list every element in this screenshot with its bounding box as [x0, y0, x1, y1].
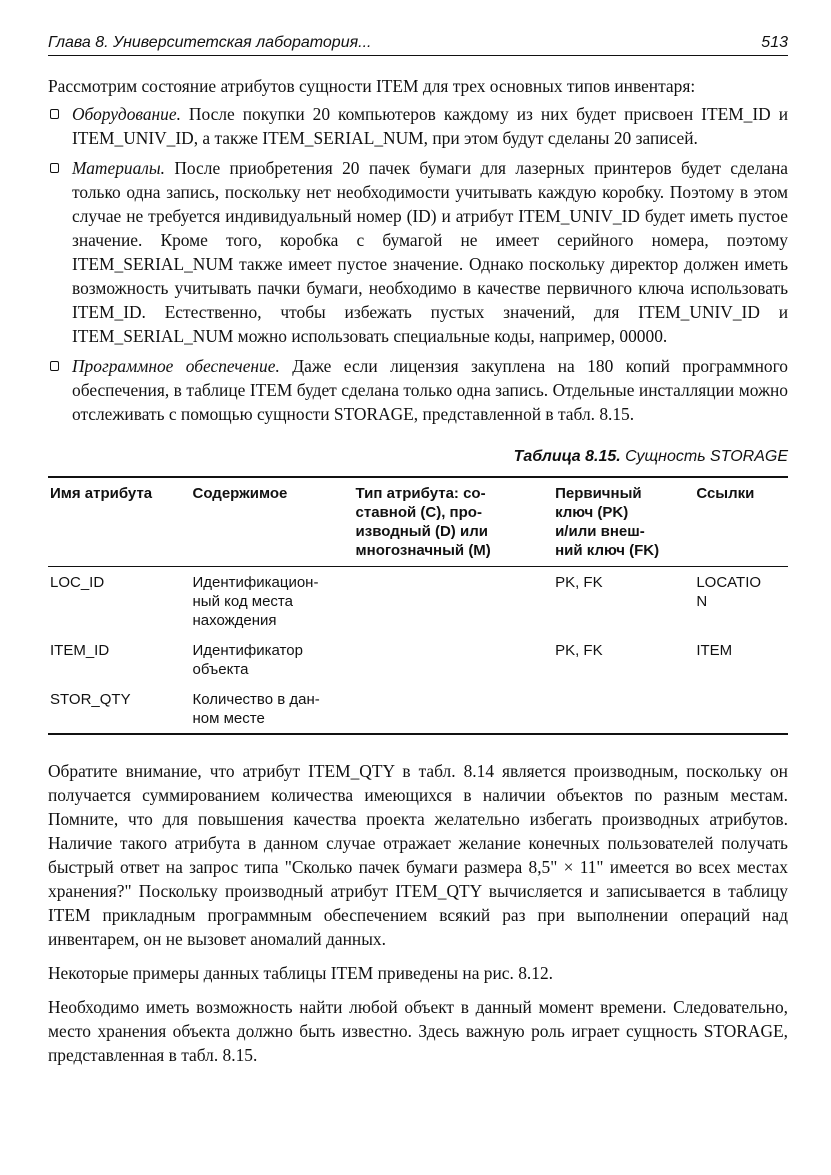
cell-key: PK, FK — [555, 574, 603, 591]
cell-reference: ITEM — [696, 642, 733, 659]
cell-content: Идентификацион- ный код места нахождения — [192, 574, 319, 629]
bullet-term: Оборудование. — [72, 104, 181, 124]
body-paragraph: Необходимо иметь возможность найти любой объект в данный момент времени. Следовательно, место хранения объекта должно быть известно. Здесь важную роль играет сущность STORAGE, представленная в табл. 8.15. — [48, 997, 788, 1065]
page-number: 513 — [761, 34, 788, 51]
column-header-attribute-name: Имя атрибута — [48, 477, 189, 567]
chapter-title: Глава 8. Университетская лаборатория... — [48, 34, 372, 51]
cell-attribute-name: ITEM_ID — [50, 642, 110, 659]
column-header-key: Первичный ключ (PK) и/или внеш- ний ключ (FK) — [551, 477, 692, 567]
body-paragraph: Обратите внимание, что атрибут ITEM_QTY в табл. 8.14 является производным, поскольку он получается суммированием количества имеющихся в наличии объектов по разным местам. Помните, что для повышения качества проекта желательно избегать производных атрибутов. Наличие такого атрибута в данном случае отражает желание конечных пользователей получать быстрый ответ на запрос типа "Сколько пачек бумаги размера 8,5" × 11" имеется во всех местах хранения?" Поскольку производный атрибут ITEM_QTY вычисляется и записывается в таблицу ITEM прикладным программным обеспечением всякий раз при выполнении операций над инвентарем, он не вызовет аномалий данных. — [48, 761, 788, 949]
bullet-term: Программное обеспечение. — [72, 356, 280, 376]
column-header-content: Содержимое — [189, 477, 352, 567]
cell-reference — [692, 684, 788, 734]
bullet-text: После приобретения 20 пачек бумаги для лазерных принтеров будет сделана только одна запись, поскольку нет необходимости учитывать каждую коробку. Поэтому в этом случае не требуется индивидуальный номер (ID) и атрибут ITEM_UNIV_ID будет иметь пустое значение. Кроме того, коробка с бумагой не имеет серийного номера, поэтому ITEM_SERIAL_NUM также имеет пустое значение. Однако поскольку директор должен иметь возможность учитывать пачки бумаги, необходимо в качестве первичного ключа использовать ITEM_ID. Естественно, чтобы избежать пустых значений, для ITEM_UNIV_ID и ITEM_SERIAL_NUM можно использовать специальные коды, например, 00000. — [72, 158, 788, 346]
cell-attribute-name: LOC_ID — [50, 574, 105, 591]
storage-attribute-table — [48, 476, 788, 735]
cell-key: PK, FK — [555, 642, 603, 659]
inventory-type-list — [48, 102, 788, 426]
table-caption-title: Сущность STORAGE — [620, 448, 788, 465]
checkbox-bullet-icon — [50, 361, 59, 371]
cell-type — [352, 567, 552, 636]
book-page — [48, 34, 788, 1067]
body-paragraph: Некоторые примеры данных таблицы ITEM приведены на рис. 8.12. — [48, 963, 553, 983]
cell-attribute-name: STOR_QTY — [50, 691, 131, 708]
table-caption — [48, 448, 788, 466]
checkbox-bullet-icon — [50, 109, 59, 119]
bullet-text: После покупки 20 компьютеров каждому из них будет присвоен ITEM_ID и ITEM_UNIV_ID, а также ITEM_SERIAL_NUM, при этом будут сделаны 20 записей. — [72, 104, 788, 148]
cell-content: Количество в дан- ном месте — [192, 691, 320, 727]
table-row — [48, 567, 788, 636]
bullet-term: Материалы. — [72, 158, 166, 178]
column-header-references: Ссылки — [692, 477, 788, 567]
table-caption-number: Таблица 8.15. — [513, 448, 621, 465]
list-item — [48, 354, 788, 426]
cell-reference: LOCATIO N — [696, 574, 762, 610]
cell-type — [352, 635, 552, 684]
checkbox-bullet-icon — [50, 163, 59, 173]
cell-content: Идентификатор объекта — [192, 642, 303, 678]
cell-type — [352, 684, 552, 734]
bullet-text: Даже если лицензия закуплена на 180 копий программного обеспечения, в таблице ITEM будет сделана только одна запись. Отдельные инсталляции можно отслеживать с помощью сущности STORAGE, представленной в табл. 8.15. — [72, 356, 788, 424]
running-header — [48, 34, 788, 56]
table-row — [48, 684, 788, 734]
table-row — [48, 635, 788, 684]
cell-key — [551, 684, 692, 734]
list-item — [48, 156, 788, 348]
intro-paragraph: Рассмотрим состояние атрибутов сущности ITEM для трех основных типов инвентаря: — [48, 76, 696, 96]
column-header-attribute-type: Тип атрибута: со- ставной (C), про- изводный (D) или многозначный (M) — [352, 477, 552, 567]
table-header-row — [48, 477, 788, 567]
list-item — [48, 102, 788, 150]
